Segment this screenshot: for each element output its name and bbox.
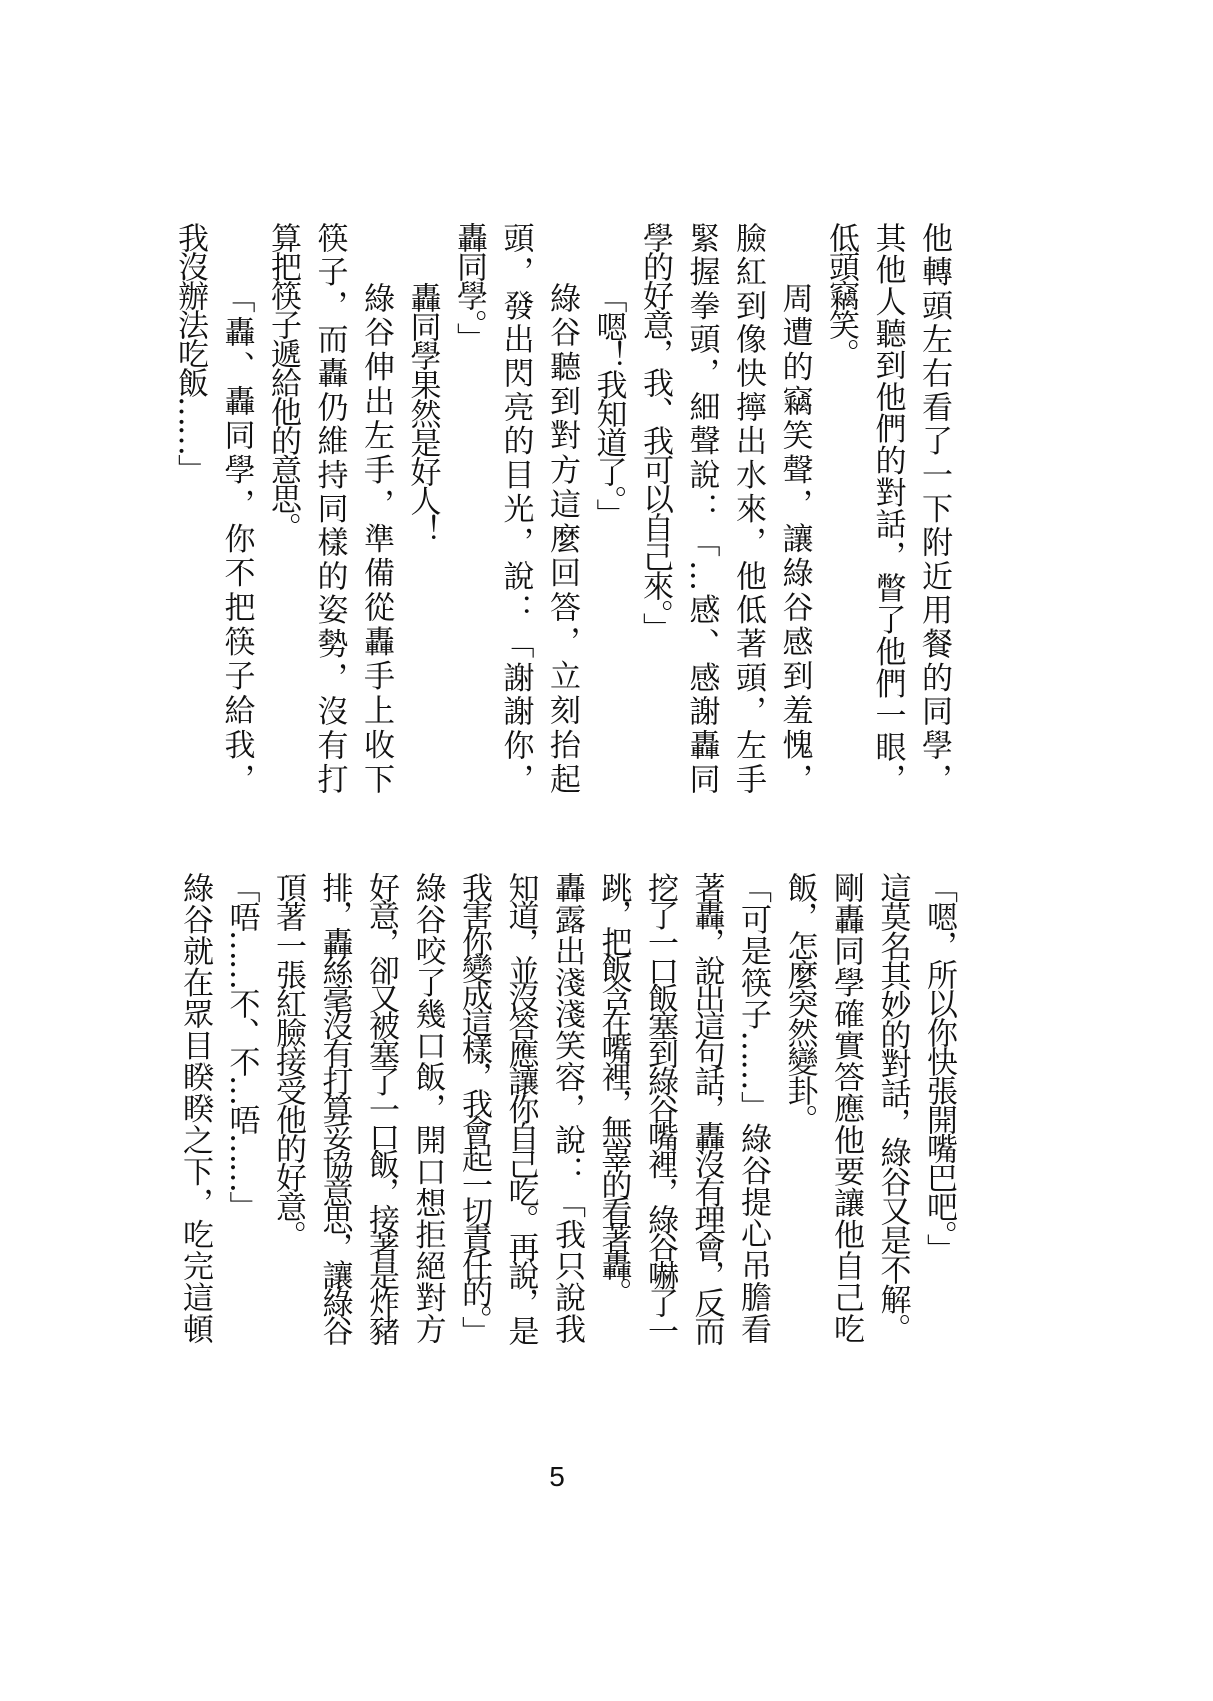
text-column: 「嗯，所以你快張開嘴巴吧。」 bbox=[921, 872, 957, 1263]
text-column: 剛轟同學確實答應他要讓他自己吃 bbox=[828, 872, 864, 1342]
text-column: 飯，怎麼突然變卦。 bbox=[781, 872, 818, 1133]
text-column: 「轟、轟同學，你不把筷子給我， bbox=[218, 282, 255, 792]
page-number: 5 bbox=[549, 1461, 565, 1492]
text-column: 挖了一口飯塞到綠谷嘴裡，綠谷嚇了一 bbox=[642, 872, 678, 1342]
text-column: 轟同學。」 bbox=[451, 222, 487, 352]
text-column: 其他人聽到他們的對話，瞥了他們一眼， bbox=[869, 222, 906, 792]
text-column: 頂著一張紅臉接受他的好意。 bbox=[270, 872, 306, 1249]
bottom-text-block bbox=[172, 872, 963, 1342]
text-column: 算把筷子遞給他的意思。 bbox=[265, 222, 301, 541]
text-column: 綠谷伸出左手，準備從轟手上收下 bbox=[358, 282, 394, 792]
text-column: 我沒辦法吃飯……」 bbox=[172, 222, 208, 483]
text-column: 緊握拳頭，細聲說：「…感、感謝轟同 bbox=[683, 222, 720, 792]
text-column: 排，轟絲毫沒有打算妥協意思，讓綠谷 bbox=[316, 872, 353, 1342]
text-column: 著轟，說出這句話，轟沒有理會，反而 bbox=[688, 872, 725, 1342]
text-column: 跳，把飯含在嘴裡，無辜的看著轟。 bbox=[595, 872, 632, 1304]
text-column: 綠谷聽到對方這麼回答，立刻抬起 bbox=[544, 282, 580, 792]
text-column: 「可是筷子……」綠谷提心吊膽看 bbox=[735, 872, 771, 1342]
text-column: 臉紅到像快擰出水來，他低著頭，左手 bbox=[730, 222, 766, 792]
text-column: 這莫名其妙的對話，綠谷又是不解。 bbox=[874, 872, 911, 1342]
text-column: 「唔……不、不…唔……」 bbox=[223, 872, 260, 1220]
text-column: 學的好意，我、我可以自己來。」 bbox=[637, 222, 673, 642]
text-column: 頭，發出閃亮的目光，說：「謝謝你， bbox=[497, 222, 534, 792]
text-column: 周遭的竊笑聲，讓綠谷感到羞愧， bbox=[776, 282, 813, 792]
text-column: 筷子，而轟仍維持同樣的姿勢，沒有打 bbox=[311, 222, 348, 792]
text-column: 我害你變成這樣，我會起一切責任的。」 bbox=[456, 872, 492, 1342]
top-text-block bbox=[167, 222, 958, 792]
text-column: 「嗯！我知道了。」 bbox=[590, 282, 627, 528]
text-column: 轟露出淺淺笑容，說：「我只說我 bbox=[549, 872, 585, 1342]
text-column: 綠谷咬了幾口飯，開口想拒絕對方 bbox=[409, 872, 446, 1342]
text-column: 他轉頭左右看了一下附近用餐的同學， bbox=[916, 222, 952, 792]
text-column: 低頭竊笑。 bbox=[823, 222, 859, 367]
text-column: 轟同學果然是好人！ bbox=[404, 282, 441, 543]
text-column: 綠谷就在眾目睽睽之下，吃完這頓 bbox=[177, 872, 213, 1342]
text-column: 知道，並沒答應讓你自己吃。再說，是 bbox=[502, 872, 539, 1342]
text-column: 好意，卻又被塞了一口飯，接著是炸豬 bbox=[363, 872, 399, 1342]
